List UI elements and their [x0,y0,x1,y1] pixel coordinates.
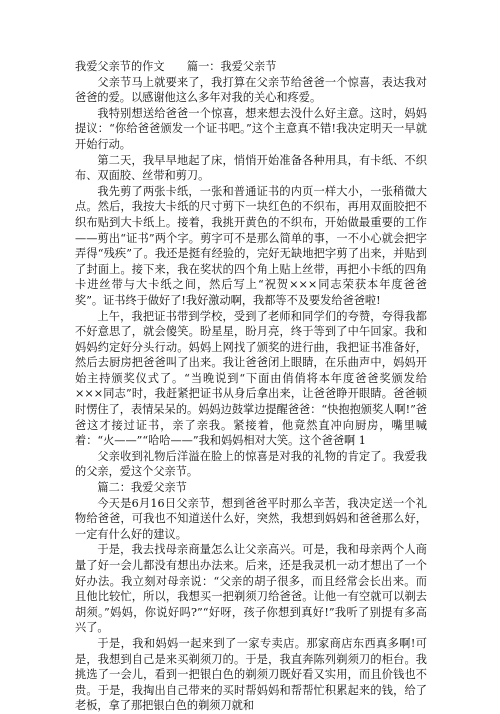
paragraph-4: 我先剪了两张卡纸，一张和普通证书的内页一样大小，一张稍微大点。然后，我按大卡纸的尺寸剪下一块红色的不织布，再用双面胶把不织布贴到大卡纸上。接着，我挑开黄色的不织布，开始做最重要的工作——剪出“证书”两个字。剪字可不是那么简单的事，一不小心就会把字弄得“残疾”了。我还是挺有经验的，完好无缺地把字剪了出来，并贴到了封面上。接下来，我在奖状的四个角上贴上丝带，再把小卡纸的四角卡进丝带与大卡纸之间，然后写上“祝贺×××同志荣获本年度爸爸奖”。证书终于做好了!我好激动啊，我都等不及要发给爸爸啦! [75,184,427,307]
paragraph-1: 父亲节马上就要来了，我打算在父亲节给爸爸一个惊喜，表达我对爸爸的爱。以感谢他这么多年对我的关心和疼爱。 [75,75,427,105]
paragraph-6: 父亲收到礼物后洋溢在脸上的惊喜是对我的礼物的肯定了。我爱我的父亲，爱这个父亲节。 [75,449,427,479]
paragraph-5: 上午，我把证书带到学校，受到了老师和同学们的夸赞，夸得我都不好意思了，就会傻笑。盼星星，盼月亮，终于等到了中午回家。我和妈妈约定好分头行动。妈妈上网找了颁奖的进行曲，我把证书准备好，然后去厨房把爸爸叫了出来。我让爸爸闭上眼睛，在乐曲声中，妈妈开始主持颁奖仪式了。“当晚说到“下面由俏俏将本年度爸爸奖颁发给×××同志”时，我赶紧把证书从身后拿出来，让爸爸睁开眼睛。爸爸顿时愣住了，表情呆呆的。妈妈边鼓掌边提醒爸爸：“快抱抱颁奖人啊!”爸爸这才接过证书，亲了亲我。紧接着，他竟然直冲向厨房，嘴里喊着：“火——”“哈哈——”我和妈妈相对大笑。这个爸爸啊 1 [75,309,427,448]
document-page [75,59,427,714]
paragraph-2: 我特别想送给爸爸一个惊喜，想来想去没什么好主意。这时，妈妈提议：“你给爸爸颁发一个证书吧。”这个主意真不错!我决定明天一早就开始行动。 [75,106,427,151]
paragraph-9: 于是，我和妈妈一起来到了一家专卖店。那家商店东西真多啊!可是，我想到自己是来买剃须刀的。于是，我直奔陈列剃须刀的柜台。我挑选了一会儿，看到一把银白色的剃须刀既好看又实用，而且价钱也不贵。于是，我掏出自己带来的买时帮妈妈和帮帮忙积累起来的钱，给了老板，拿了那把银白色的剃须刀就和 [75,636,427,713]
paragraph-8: 于是，我去找母亲商量怎么让父亲高兴。可是，我和母亲两个人商量了好一会儿都没有想出办法来。后来，还是我灵机一动才想出了一个好办法。我立刻对母亲说：“父亲的胡子很多，而且经常会长出来。而且他比较忙，所以，我想买一把剃须刀给爸爸。让他一有空就可以剃去胡须。”妈妈，你说好吗?”“好呀，孩子你想到真好!”我听了别提有多高兴了。 [75,543,427,635]
document-title-line: 我爱父亲节的作文 篇一：我爱父亲节 [75,60,277,73]
paragraph-7: 今天是6月16日父亲节，想到爸爸平时那么辛苦，我决定送一个礼物给爸爸，可我也不知道送什么好，突然，我想到妈妈和爸爸那么好，一定有什么好的建议。 [75,496,427,541]
paragraph-3: 第二天，我早早地起了床，悄悄开始准备各种用具，有卡纸、不织布、双面胶、丝带和剪刀。 [75,153,427,183]
section-heading-2: 篇二：我爱父亲节 [97,481,187,495]
